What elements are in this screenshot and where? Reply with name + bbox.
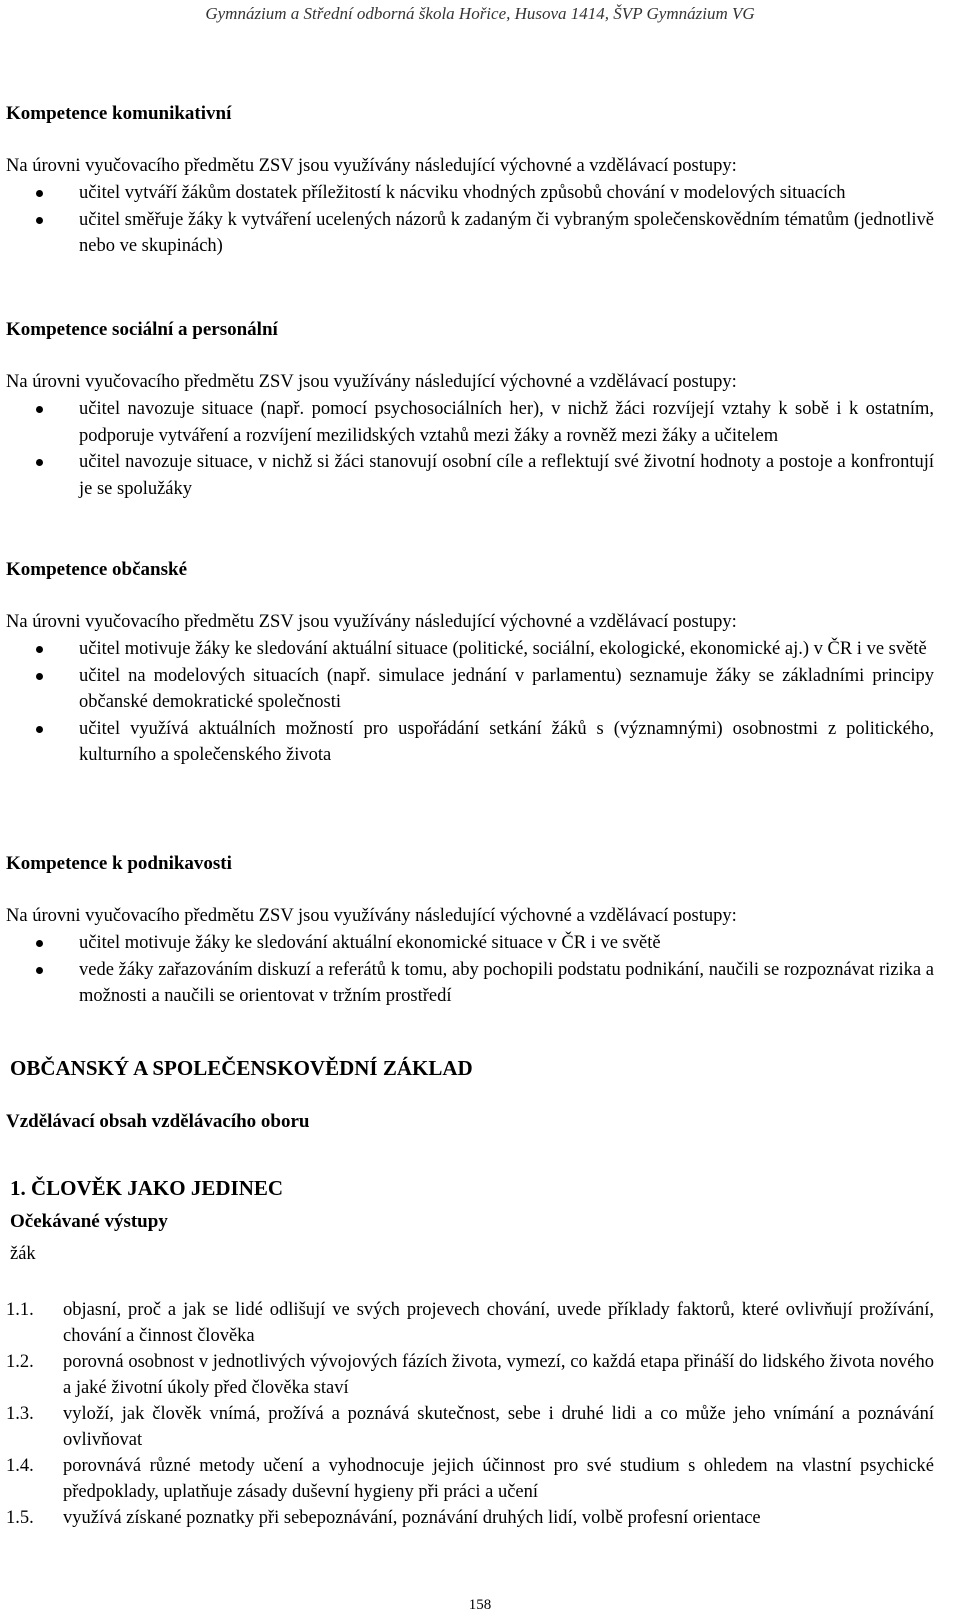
bullet-list [6,180,934,260]
list-item: učitel navozuje situace (např. pomocí psychosociálních her), v nichž žáci rozvíjejí vztahy k sobě i k ostatním, podporuje vytváření a rozvíjení mezilidských vztahů mezi žáky a rovněž mezi žáky a učitelem [6,396,934,449]
list-item: učitel na modelových situacích (např. simulace jednání v parlamentu) seznamuje žáky se základními principy občanské demokratické společnosti [6,663,934,716]
outcome-number: 1.5. [6,1508,34,1528]
bullet-list [6,636,934,769]
list-item: učitel motivuje žáky ke sledování aktuální ekonomické situace v ČR i ve světě [6,930,934,957]
outcome-item: 1.2. porovná osobnost v jednotlivých vývojových fázích života, vymezí, co každá etapa přináší do lidského života nového a jaké životní úkoly před člověka staví [6,1352,934,1398]
bullet-icon [36,406,43,413]
section-heading: Kompetence k podnikavosti [6,853,232,874]
section-intro: Na úrovni vyučovacího předmětu ZSV jsou využívány následující výchovné a vzdělávací postupy: [6,156,737,176]
chapter-title: 1. ČLOVĚK JAKO JEDINEC [10,1176,284,1200]
section-intro: Na úrovni vyučovacího předmětu ZSV jsou využívány následující výchovné a vzdělávací postupy: [6,906,737,926]
section-intro: Na úrovni vyučovacího předmětu ZSV jsou využívány následující výchovné a vzdělávací postupy: [6,372,737,392]
bullet-list [6,930,934,1010]
bullet-icon [36,940,43,947]
list-item: učitel navozuje situace, v nichž si žáci stanovují osobní cíle a reflektují své životní hodnoty a postoje a konfrontují je se spolužáky [6,449,934,502]
bullet-icon [36,726,43,733]
section-heading: Kompetence sociální a personální [6,319,278,340]
outcome-number: 1.3. [6,1404,34,1424]
outcome-number: 1.4. [6,1456,34,1476]
bullet-icon [36,459,43,466]
list-item: vede žáky zařazováním diskuzí a referátů k tomu, aby pochopili podstatu podnikání, naučili se rozpoznávat rizika a možnosti a naučili se orientovat v tržním prostředí [6,957,934,1010]
outcomes-list [6,1298,934,1532]
outcome-item: 1.4. porovnává různé metody učení a vyhodnocuje jejich účinnost pro své studium s ohledem na vlastní psychické předpoklady, uplatňuje zásady duševní hygieny při práci a učení [6,1456,934,1502]
outcome-item: 1.5. využívá získané poznatky při sebepoznávání, poznávání druhých lidí, volbě profesní orientace [6,1506,934,1532]
bullet-icon [36,673,43,680]
bullet-icon [36,967,43,974]
page-number: 158 [468,1597,492,1613]
main-heading: OBČANSKÝ A SPOLEČENSKOVĚDNÍ ZÁKLAD [10,1056,473,1080]
section-intro: Na úrovni vyučovacího předmětu ZSV jsou využívány následující výchovné a vzdělávací postupy: [6,612,737,632]
list-item: učitel motivuje žáky ke sledování aktuální situace (politické, sociální, ekologické, ekonomické aj.) v ČR i ve světě [6,636,934,663]
section-communicative [6,100,934,260]
outcome-item: 1.1. objasní, proč a jak se lidé odlišují ve svých projevech chování, uvede příklady faktorů, které ovlivňují prožívání, chování a činnost člověka [6,1300,934,1346]
page-header: Gymnázium a Střední odborná škola Hořice, Husova 1414, ŠVP Gymnázium VG [205,4,755,23]
outcomes-heading: Očekávané výstupy [10,1211,168,1232]
outcomes-list-wrap [6,1298,934,1533]
section-civic [6,556,934,769]
bullet-icon [36,190,43,197]
bullet-list [6,396,934,502]
section-heading: Kompetence občanské [6,559,188,580]
section-entrepreneurship [6,850,934,1010]
subject-label: žák [10,1244,36,1264]
bullet-icon [36,217,43,224]
outcome-item: 1.3. vyloží, jak člověk vnímá, prožívá a poznává skutečnost, sebe i druhé lidi a co může jeho vnímání a poznávání ovlivňovat [6,1404,934,1450]
content-heading: Vzdělávací obsah vzdělávacího oboru [6,1111,310,1132]
outcome-number: 1.2. [6,1352,34,1372]
list-item: učitel vytváří žákům dostatek příležitostí k nácviku vhodných způsobů chování v modelových situacích [6,180,934,207]
outcome-number: 1.1. [6,1300,34,1320]
list-item: učitel využívá aktuálních možností pro uspořádání setkání žáků s (významnými) osobnostmi z politického, kulturního a společenského života [6,716,934,769]
list-item: učitel směřuje žáky k vytváření ucelených názorů k zadaným či vybraným společenskovědním tématům (jednotlivě nebo ve skupinách) [6,207,934,260]
section-social [6,316,934,502]
bullet-icon [36,646,43,653]
section-heading: Kompetence komunikativní [6,103,232,124]
